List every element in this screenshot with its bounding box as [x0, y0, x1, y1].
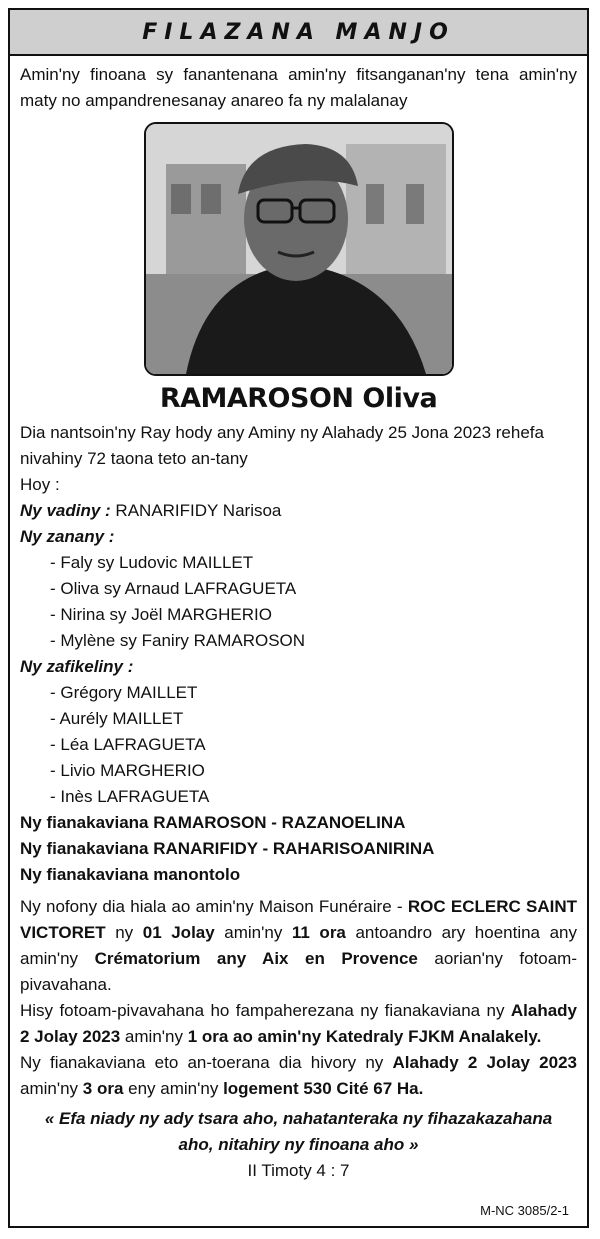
- children-list: [20, 550, 577, 654]
- list-item: - Inès LAFRAGUETA: [50, 787, 210, 806]
- service-date: Alahady 2 Jolay 2023: [20, 1001, 577, 1046]
- spouse-label: Ny vadiny :: [20, 501, 111, 520]
- reception-place: logement 530 Cité 67 Ha.: [223, 1079, 424, 1098]
- funeral-paragraph: [20, 894, 577, 998]
- bible-quote: [20, 1106, 577, 1158]
- quote-line: aho, nitahiry ny finoana aho »: [178, 1135, 419, 1154]
- notice-title: FILAZANA MANJO: [142, 19, 455, 45]
- list-item: - Mylène sy Faniry RAMAROSON: [50, 631, 306, 650]
- family-line: Ny fianakaviana manontolo: [20, 865, 241, 884]
- reception-text: eny amin'ny: [123, 1079, 224, 1098]
- funeral-time: 11 ora: [291, 923, 346, 942]
- ad-code: M-NC 3085/2-1: [480, 1203, 569, 1218]
- funeral-text: antoandro ary hoentina any amin'ny: [20, 923, 577, 968]
- list-item: - Oliva sy Arnaud LAFRAGUETA: [50, 579, 297, 598]
- portrait-image: [146, 124, 452, 374]
- spouse-line: [20, 498, 577, 524]
- deceased-name: RAMAROSON Oliva: [159, 383, 438, 414]
- funeral-text: amin'ny: [214, 923, 292, 942]
- funeral-text: ny: [105, 923, 143, 942]
- intro-text: Amin'ny finoana sy fanantenana amin'ny fitsanganan'ny tena amin'ny maty no ampandrenesanay anareo fa ny malalanay: [20, 65, 577, 110]
- list-item: - Léa LAFRAGUETA: [50, 735, 206, 754]
- grandchildren-list: [20, 680, 577, 810]
- service-place: 1 ora ao amin'ny Katedraly FJKM Analakely.: [187, 1027, 542, 1046]
- portrait-photo: [144, 122, 454, 376]
- reception-date: Alahady 2 Jolay 2023: [392, 1053, 578, 1072]
- service-text: Hisy fotoam-pivavahana ho fampaherezana ny fianakaviana ny: [20, 1001, 511, 1020]
- children-label: Ny zanany :: [20, 527, 115, 546]
- list-item: - Livio MARGHERIO: [50, 761, 205, 780]
- hoy-label: Hoy :: [20, 475, 60, 494]
- family-line: Ny fianakaviana RANARIFIDY - RAHARISOANIRINA: [20, 839, 435, 858]
- notice-body: [10, 56, 587, 1184]
- grandchildren-label: Ny zafikeliny :: [20, 657, 134, 676]
- list-item: - Nirina sy Joël MARGHERIO: [50, 605, 272, 624]
- funeral-date: 01 Jolay: [142, 923, 215, 942]
- list-item: - Grégory MAILLET: [50, 683, 198, 702]
- notice-header: [10, 10, 587, 56]
- funeral-place: ROC ECLERC SAINT VICTORET: [20, 897, 577, 942]
- list-item: - Faly sy Ludovic MAILLET: [50, 553, 254, 572]
- death-notice: Dia nantsoin'ny Ray hody any Aminy ny Alahady 25 Jona 2023 rehefa nivahiny 72 taona teto an-tany: [20, 423, 544, 468]
- service-text: amin'ny: [120, 1027, 188, 1046]
- quote-line: « Efa niady ny ady tsara aho, nahatanteraka ny fihazakazahana: [44, 1109, 553, 1128]
- reception-text: Ny fianakaviana eto an-toerana dia hivory ny: [20, 1053, 393, 1072]
- crematorium-place: Crématorium any Aix en Provence: [94, 949, 418, 968]
- funeral-text: Ny nofony dia hiala ao amin'ny Maison Funéraire -: [20, 897, 408, 916]
- list-item: - Aurély MAILLET: [50, 709, 184, 728]
- spouse-name: RANARIFIDY Narisoa: [110, 501, 282, 520]
- service-paragraph: [20, 998, 577, 1050]
- reception-time: 3 ora: [82, 1079, 124, 1098]
- family-line: Ny fianakaviana RAMAROSON - RAZANOELINA: [20, 813, 406, 832]
- funeral-text: aorian'ny fotoam-pivavahana.: [20, 949, 577, 994]
- reception-text: amin'ny: [20, 1079, 83, 1098]
- reception-paragraph: [20, 1050, 577, 1102]
- quote-reference: II Timoty 4 : 7: [247, 1161, 350, 1180]
- obituary-notice: [8, 8, 589, 1228]
